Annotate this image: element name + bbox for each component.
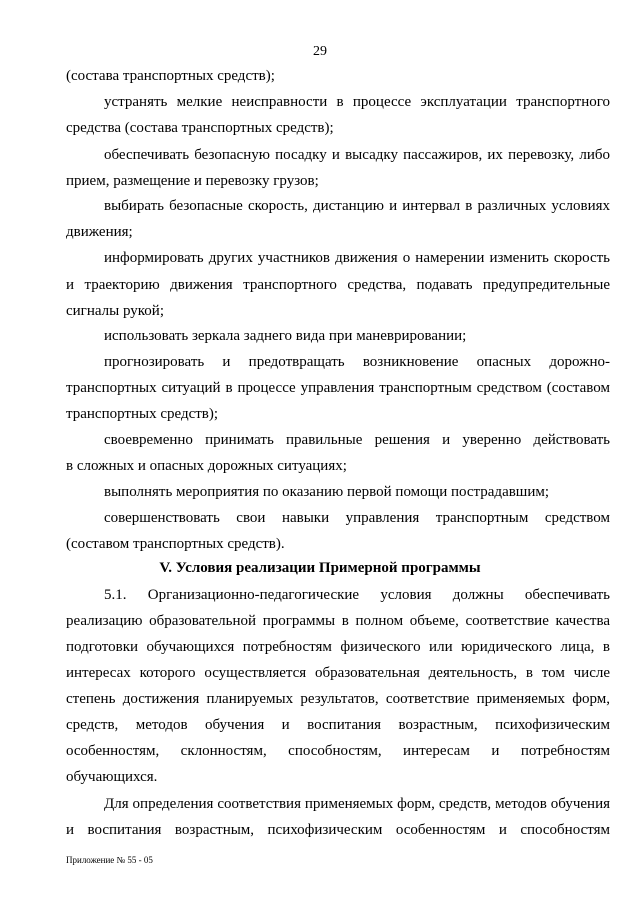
section-heading: V. Условия реализации Примерной программы (159, 560, 481, 576)
text-line: реализацию образовательной программы в полном объеме, соответствие качества (66, 613, 610, 629)
text-line: (состава транспортных средств); (66, 68, 275, 84)
text-line: движения; (66, 224, 133, 240)
text-line: Для определения соответствия применяемых форм, средств, методов обучения (104, 796, 610, 812)
text-line: устранять мелкие неисправности в процессе эксплуатации транспортного (104, 94, 610, 110)
text-line: транспортных ситуаций в процессе управления транспортным средством (составом (66, 380, 610, 396)
text-line: прогнозировать и предотвращать возникновение опасных дорожно- (104, 354, 610, 370)
text-line: прием, размещение и перевозку грузов; (66, 173, 319, 189)
text-line: в сложных и опасных дорожных ситуациях; (66, 458, 347, 474)
text-line: выбирать безопасные скорость, дистанцию и интервал в различных условиях (104, 198, 610, 214)
text-line: транспортных средств); (66, 406, 219, 422)
text-line: выполнять мероприятия по оказанию первой помощи пострадавшим; (104, 484, 550, 500)
text-line: обеспечивать безопасную посадку и высадку пассажиров, их перевозку, либо (104, 147, 610, 163)
text-line: и траекторию движения транспортного средства, подавать предупредительные (66, 277, 610, 293)
text-line: и воспитания возрастным, психофизическим особенностям и способностям (66, 822, 610, 838)
text-line: средств, методов обучения и воспитания возрастным, психофизическим (66, 717, 610, 733)
footer-note: Приложение № 55 - 05 (66, 855, 153, 865)
text-line: средства (состава транспортных средств); (66, 120, 334, 136)
text-line: подготовки обучающихся потребностям физического или юридического лица, в (66, 639, 610, 655)
text-line: информировать других участников движения о намерении изменить скорость (104, 250, 610, 266)
page-number: 29 (313, 44, 327, 59)
text-line: обучающихся. (66, 769, 158, 785)
text-line: сигналы рукой; (66, 303, 164, 319)
text-line: использовать зеркала заднего вида при маневрировании; (104, 328, 467, 344)
text-line: интересах которого осуществляется образовательная деятельность, в том числе (66, 665, 610, 681)
text-line: степень достижения планируемых результатов, соответствие применяемых форм, (66, 691, 610, 707)
text-line: особенностям, склонностям, способностям, интересам и потребностям (66, 743, 610, 759)
text-line: совершенствовать свои навыки управления транспортным средством (104, 510, 610, 526)
text-line: своевременно принимать правильные решения и уверенно действовать (104, 432, 610, 448)
text-line: 5.1. Организационно-педагогические условия должны обеспечивать (104, 587, 610, 603)
text-line: (составом транспортных средств). (66, 536, 285, 552)
